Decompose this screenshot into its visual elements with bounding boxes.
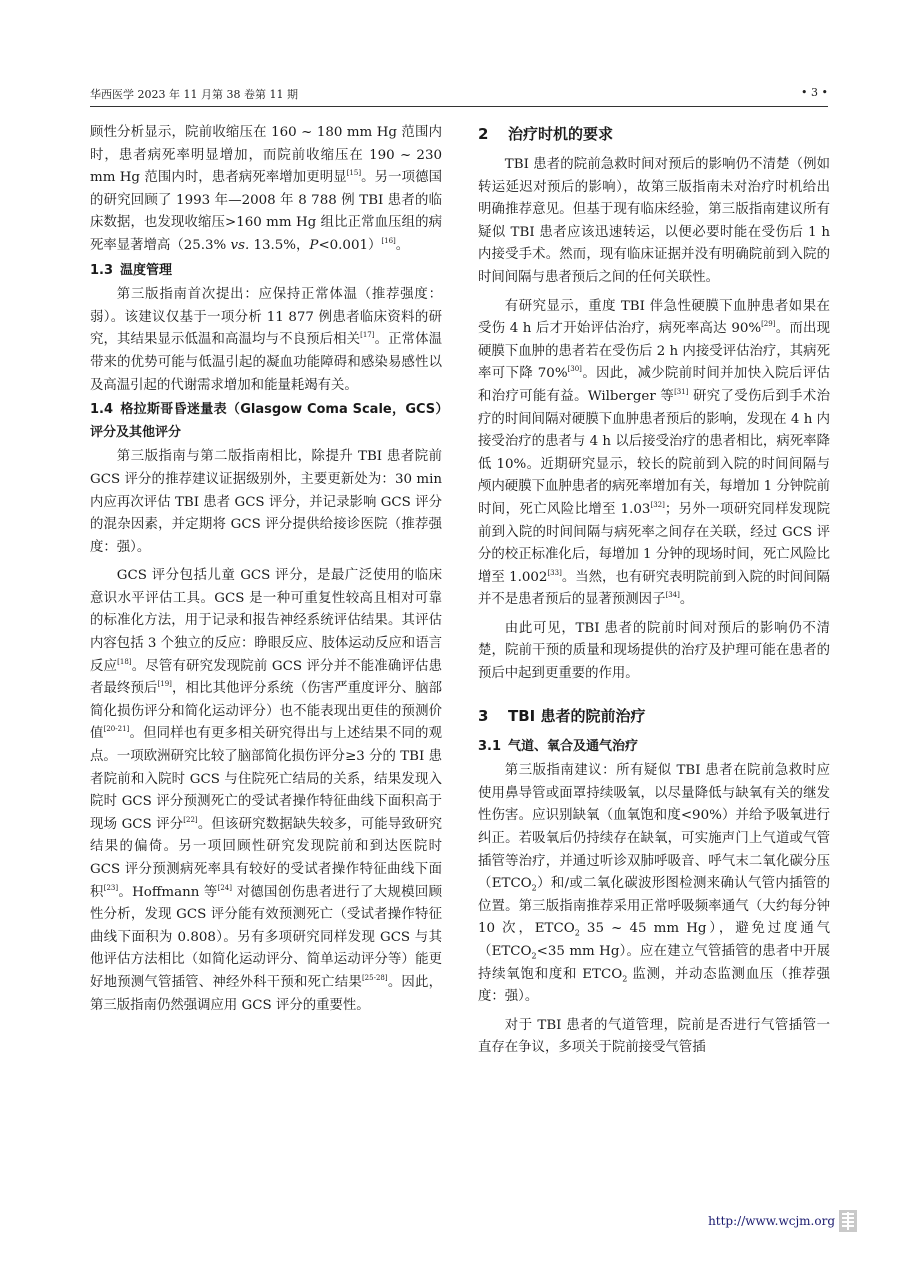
paragraph: 第三版指南与第二版指南相比，除提升 TBI 患者院前 GCS 评分的推荐建议证据级别外，主要更新处为：30 min 内应再次评估 TBI 患者 GCS 评分，并记录影响 GCS 评分的混杂因素，并定期将 GCS 评分提供给接诊医院（推荐强度：强）。 xyxy=(90,449,442,555)
paragraph: TBI 患者的院前急救时间对预后的影响仍不清楚（例如转运延迟对预后的影响），故第三版指南未对治疗时机给出明确推荐意见。但基于现有临床经验，第三版指南建议所有疑似 TBI 患者应该迅速转运，以便必要时能在受伤后 1 h 内接受手术。然而，现有临床证据并没有明确院前到入院的时间间隔与患者预后之间的任何关联性。 xyxy=(478,157,830,285)
journal-logo-icon xyxy=(839,1210,857,1232)
section-heading-2: 2 治疗时机的要求 xyxy=(478,125,614,143)
citation-ref[interactable]: [15] xyxy=(346,169,362,178)
citation-ref[interactable]: [33] xyxy=(547,568,562,577)
citation-ref[interactable]: [22] xyxy=(183,815,198,824)
citation-ref[interactable]: [30] xyxy=(567,365,582,374)
section-heading-1-3: 1.3 温度管理 xyxy=(90,262,173,278)
citation-ref[interactable]: [19] xyxy=(157,680,172,689)
section-heading-3: 3 TBI 患者的院前治疗 xyxy=(478,706,646,725)
citation-ref[interactable]: [25-28] xyxy=(361,973,388,982)
paragraph: 第三版指南建议：所有疑似 TBI 患者在院前急救时应使用鼻导管或面罩持续吸氧，以尽量降低与缺氧有关的继发性伤害。应识别缺氧（血氧饱和度<90%）并给予吸氧进行纠正。若吸氧后仍持续存在缺氧，可实施声门上气道或气管插管等治疗，并通过听诊双肺呼吸音、呼气末二氧化碳分压$(ETCO_2)$和/或二氧化碳波形图检测来确认气管内插管的位置。第三版指南推荐采用正常呼吸频率通气（大约每分钟 10 次，$ETCO_2$ 35 ~ 45 mm Hg），避免过度通气（$ETCO_2<35$ mm Hg）。应在建立气管插管的患者中开展持续氧饱和度和 $ETCO_2$ 监测，并动态监测血压（推荐强度：强）。 xyxy=(478,763,830,1005)
citation-ref[interactable]: [34] xyxy=(665,591,680,600)
section-heading-3-1: 3.1 气道、氧合及通气治疗 xyxy=(478,738,639,754)
page-number: • 3 • xyxy=(801,86,828,99)
citation-ref[interactable]: [31] xyxy=(674,387,689,396)
header-rule xyxy=(90,106,828,107)
paragraph: 第三版指南首次提出：应保持正常体温（推荐强度：弱）。该建议仅基于一项分析 11 877 例患者临床资料的研究，其结果显示低温和高温均与不良预后相关[17]。正常体温带来的优势可能与低温引起的凝血功能障碍和感染易感性以及高温引起的代谢需求增加和能量耗竭有关。 xyxy=(90,287,443,393)
citation-ref[interactable]: [16] xyxy=(381,236,396,245)
paragraph: 对于 TBI 患者的气道管理，院前是否进行气管插管一直存在争议，多项关于院前接受气管插 xyxy=(478,1017,830,1056)
citation-ref[interactable]: [24] xyxy=(217,883,232,892)
paragraph: 顾性分析显示，院前收缩压在 160 ~ 180 mm Hg 范围内时，患者病死率明显增加，而院前收缩压在 190 ~ 230 mm Hg 范围内时，患者病死率增加更明显[15]。另一项德国的研究回顾了 1993 年—2008 年 8 788 例 TBI 患者的临床数据，也发现收缩压>160 mm Hg 组比正常血压组的病死率显著增高（25.3% vs. 13.5%，P<0.001）[16]。 xyxy=(90,125,442,253)
citation-ref[interactable]: [32] xyxy=(650,500,665,509)
section-heading-1-4: 1.4 格拉斯哥昏迷量表（Glasgow Coma Scale，GCS）评分及其他评分 xyxy=(90,402,442,440)
paragraph: 有研究显示，重度 TBI 伴急性硬膜下血肿患者如果在受伤 4 h 后才开始评估治疗，病死率高达 90%[29]。而出现硬膜下血肿的患者若在受伤后 2 h 内接受评估治疗，其病死率可下降 70%[30]。因此，减少院前时间并加快入院后评估和治疗可能有益。Wilberger 等[31] 研究了受伤后到手术治疗的时间间隔对硬膜下血肿患者预后的影响，发现在 4 h 内接受治疗的患者与 4 h 以后接受治疗的患者相比，病死率降低 10%。近期研究显示，较长的院前到入院的时间间隔与颅内硬膜下血肿患者的病死率增加有关，每增加 1 分钟院前时间，死亡风险比增至 1.03[32]；另外一项研究同样发现院前到入院的时间间隔与病死率之间存在关联，经过 GCS 评分的校正标准化后，每增加 1 分钟的现场时间，死亡风险比增至 1.002[33]。当然，也有研究表明院前到入院的时间间隔并不是患者预后的显著预测因子[34]。 xyxy=(478,298,831,608)
citation-ref[interactable]: [20-21] xyxy=(103,725,130,734)
journal-url-link[interactable]: http://www.wcjm.org xyxy=(708,1214,835,1228)
citation-ref[interactable]: [17] xyxy=(360,331,375,340)
citation-ref[interactable]: [29] xyxy=(761,320,776,329)
paragraph: 由此可见，TBI 患者的院前时间对预后的影响仍不清楚，院前干预的质量和现场提供的治疗及护理可能在患者的预后中起到更重要的作用。 xyxy=(478,620,830,682)
right-column xyxy=(478,122,830,1060)
paragraph: GCS 评分包括儿童 GCS 评分，是最广泛使用的临床意识水平评估工具。GCS 是一种可重复性较高且相对可靠的标准化方法，用于记录和报告神经系统评估结果。其评估内容包括 3 个独立的反应：睁眼反应、肢体运动反应和语言反应[18]。尽管有研究发现院前 GCS 评分并不能准确评估患者最终预后[19]，相比其他评分系统（伤害严重度评分、脑部简化损伤评分和简化运动评分）也不能表现出更佳的预测价值[20-21]。但同样也有更多相关研究得出与上述结果不同的观点。一项欧洲研究比较了脑部简化损伤评分≥3 分的 TBI 患者院前和入院时 GCS 与住院死亡结局的关系，结果发现入院时 GCS 评分预测死亡的受试者操作特征曲线下面积高于现场 GCS 评分[22]。但该研究数据缺失较多，可能导致研究结果的偏倚。另一项回顾性研究发现院前和到达医院时 GCS 评分预测病死率具有较好的受试者操作特征曲线下面积[23]。Hoffmann 等[24] 对德国创伤患者进行了大规模回顾性分析，发现 GCS 评分能有效预测死亡（受试者操作特征曲线下面积为 0.808）。另有多项研究同样发现 GCS 与其他评估方法相比（如简化运动评分、简单运动评分等）能更好地预测气管插管、神经外科干预和死亡结果[25-28]。因此，第三版指南仍然强调应用 GCS 评分的重要性。 xyxy=(90,568,443,1013)
left-column xyxy=(90,122,442,1017)
citation-ref[interactable]: [23] xyxy=(103,883,119,892)
citation-ref[interactable]: [18] xyxy=(117,657,132,666)
journal-citation: 华西医学 2023 年 11 月第 38 卷第 11 期 xyxy=(90,88,298,101)
